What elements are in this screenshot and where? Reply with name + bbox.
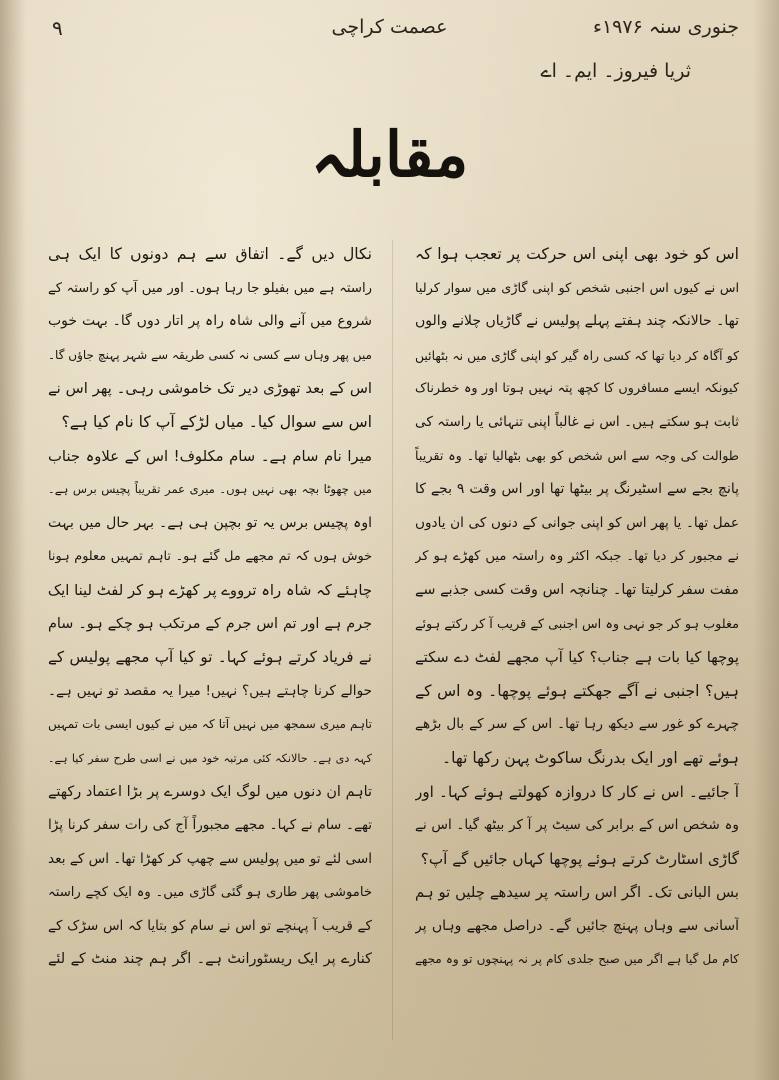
text-line: نے مجبور کر دیا تھا۔ جبکہ اکثر وہ راستہ میں کھڑے ہو کر [415,549,739,565]
text-line: کنارے پر ایک ریسٹورانٹ ہے۔ اگر ہم چند منٹ کے لئے [48,951,372,968]
text-line: کے قریب آ پہنچے تو اس نے سام کو بتایا کہ اس سڑک کے [48,917,372,934]
text-line: کو آگاہ کر دیا تھا کہ کسی راہ گیر کو اپنی گاڑی میں نہ بٹھائیں [415,347,739,363]
text-line: عمل تھا۔ یا پھر اس کو اپنی جوانی کے دنوں کی ان یادوں [415,514,739,531]
text-line: اس کے بعد تھوڑی دیر تک خاموشی رہی۔ پھر اس نے [48,380,372,398]
text-line: طوالت کی وجہ سے اس شخص کو بھی بٹھالیا تھا۔ وہ تقریباً [415,448,739,464]
text-line: شروع میں آنے والی شاہ راہ پر اتار دوں گا۔ بہت خوب [48,313,372,330]
text-line: میں پھر وہاں سے کسی نہ کسی طریقہ سے شہر پہنچ جاؤں گا۔ [48,347,372,362]
text-line: بس البانی تک۔ اگر اس راستہ پر سیدھے چلیں تو ہم [415,884,739,902]
text-line: آ جائیے۔ اس نے کار کا دروازہ کھولتے ہوئے کہا۔ اور [415,782,739,801]
text-line: چاہئے کہ شاہ راہ ترووے پر کھڑے ہو کر لفٹ لینا ایک [48,581,372,599]
text-line: وہ شخص اس کے برابر کی سیٹ پر آ کر بیٹھ گیا۔ اس نے [415,817,739,834]
page-header [40,14,739,48]
text-line: ہوئے تھے اور ایک بدرنگ ساکوٹ پہن رکھا تھا۔ [442,748,739,767]
column-divider [392,240,393,1040]
text-line: میں چھوٹا بچہ بھی نہیں ہوں۔ میری عمر تقریباً پچیس برس ہے۔ [48,482,372,497]
text-line: ثابت ہو سکتے ہیں۔ اس نے غالباً اپنی تنہائی یا راستہ کی [415,413,739,430]
text-line: مفت سفر کرلیتا تھا۔ چنانچہ اس وقت کسی جذبے سے [415,581,739,598]
text-line: کہہ دی ہے۔ حالانکہ کئی مرتبہ خود میں نے اسی طرح سفر کیا ہے۔ [48,751,372,765]
text-line: نکال دیں گے۔ اتفاق سے ہم دونوں کا ایک ہی [48,245,372,263]
text-line: تاہم میری سمجھ میں نہیں آتا کہ میں نے کیوں ایسی بات تمہیں [48,717,372,732]
text-line: اسی لئے تو میں پولیس سے چھپ کر کھڑا تھا۔ اس کے بعد [48,850,372,867]
magazine-name: عصمت کراچی [331,16,448,38]
text-line: خوش ہوں کہ تم مجھے مل گئے ہو۔ تاہم تمہیں معلوم ہونا [48,549,372,565]
text-line: تھا۔ حالانکہ چند ہفتے پہلے پولیس نے گاڑیاں چلانے والوں [415,313,739,330]
text-line: کیونکہ ایسے مسافروں کا کچھ پتہ نہیں ہوتا اور وہ خطرناک [415,381,739,397]
text-line: خاموشی پھر طاری ہو گئی گاڑی میں۔ وہ ایک کچے راستہ [48,885,372,901]
text-line: پوچھا کیا بات ہے جناب؟ کیا آپ مجھے لفٹ دے سکتے [415,649,739,667]
text-line: اوہ پچیس برس یہ تو بچپن ہی ہے۔ بہر حال میں بہت [48,514,372,531]
text-line: حوالے کرنا چاہتے ہیں؟ نہیں! میرا یہ مقصد تو نہیں ہے۔ [48,682,372,699]
page-number: ۹ [52,16,63,40]
text-column-right [415,238,739,1058]
story-title: مقابلہ [310,118,469,191]
text-line: تاہم ان دنوں میں لوگ ایک دوسرے پر بڑا اعتماد رکھتے [48,783,372,800]
text-line: میرا نام سام ہے۔ سام مکلوف! اس کے علاوہ جناب [48,447,372,465]
text-line: اس سے سوال کیا۔ میاں لڑکے آپ کا نام کیا ہے؟ [61,412,372,431]
text-line: اس کو خود بھی اپنی اس حرکت پر تعجب ہوا کہ [415,245,739,263]
text-line: ہیں؟ اجنبی نے آگے جھکتے ہوئے پوچھا۔ وہ اس کے [415,681,739,700]
text-line: راستہ ہے میں بفیلو جا رہا ہوں۔ اور میں آپ کو راستہ کے [48,280,372,296]
text-column-left [48,238,372,1058]
text-line: نے فریاد کرتے ہوئے کہا۔ تو کیا آپ مجھے پولیس کے [48,648,372,667]
text-line: آسانی سے وہاں پہنچ جائیں گے۔ دراصل مجھے وہاں پر [415,917,739,934]
text-line: چہرے کو غور سے دیکھ رہا تھا۔ اس کے سر کے بال بڑھے [415,716,739,733]
text-line: کام مل گیا ہے اگر میں صبح جلدی کام پر نہ پہنچوں تو وہ مجھے [415,952,739,967]
text-line: پانچ بجے سے اسٹیرنگ پر بیٹھا تھا اور اس وقت ۹ بجے کا [415,481,739,498]
author-byline: ثریا فیروز۔ ایم۔ اے [540,60,691,82]
text-line: گاڑی اسٹارٹ کرتے ہوئے پوچھا کہاں جائیں گے آپ؟ [420,849,739,868]
text-line: مغلوب ہو کر جو نہی وہ اس اجنبی کے قریب آ کر رکتے ہوئے [415,616,739,632]
text-line: اس نے کیوں اس اجنبی شخص کو اپنی گاڑی میں سوار کرلیا [415,280,739,296]
text-line: تھے۔ سام نے کہا۔ مجھے مجبوراً آج کی رات سفر کرنا پڑا [48,817,372,834]
issue-date: جنوری سنہ ۱۹۷۶ء [593,16,739,38]
text-line: جرم ہے اور تم اس جرم کے مرتکب ہو چکے ہو۔ سام [48,615,372,632]
